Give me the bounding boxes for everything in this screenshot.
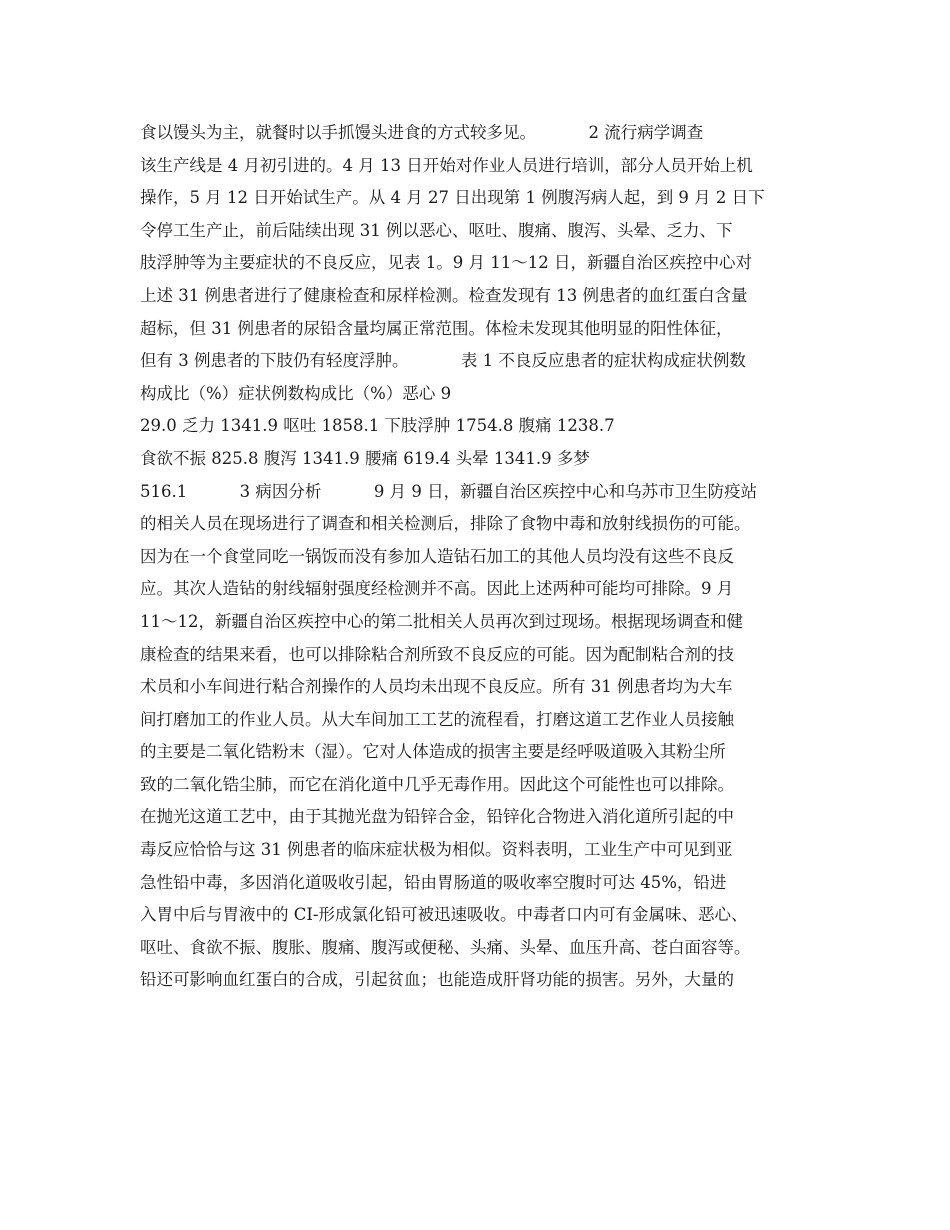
text-line: 应。其次人造钻的射线辐射强度经检测并不高。因此上述两种可能均可排除。9 月: [140, 579, 734, 599]
text-line: 毒反应恰恰与这 31 例患者的临床症状极为相似。资料表明，工业生产中可见到亚: [140, 840, 733, 860]
text-line: 在抛光这道工艺中，由于其抛光盘为铅锌合金，铅锌化合物进入消化道所引起的中: [140, 807, 734, 827]
text-line: 令停工生产止，前后陆续出现 31 例以恶心、呕吐、腹痛、腹泻、头晕、乏力、下: [140, 220, 733, 240]
text-line: 的相关人员在现场进行了调查和相关检测后，排除了食物中毒和放射线损伤的可能。: [140, 514, 751, 534]
text-line: 的主要是二氧化锆粉末（湿）。它对人体造成的损害主要是经呼吸道吸入其粉尘所: [140, 742, 726, 762]
text-line: 上述 31 例患者进行了健康检查和尿样检测。检查发现有 13 例患者的血红蛋白含量: [140, 285, 748, 305]
text-line: 急性铅中毒，多因消化道吸收引起，铅由胃肠道的吸收率空腹时可达 45%，铅进: [140, 872, 727, 892]
text-line: 超标，但 31 例患者的尿铅含量均属正常范围。体检未发现其他明显的阳性体征，: [140, 318, 733, 338]
body-text: [140, 117, 840, 997]
text-line: 术员和小车间进行粘合剂操作的人员均未出现不良反应。所有 31 例患者均为大车: [140, 677, 733, 697]
text-line: 516.1 3 病因分析 9 月 9 日，新疆自治区疾控中心和乌苏市卫生防疫站: [140, 481, 758, 501]
text-line: 康检查的结果来看，也可以排除粘合剂所致不良反应的可能。因为配制粘合剂的技: [140, 644, 734, 664]
text-line: 肢浮肿等为主要症状的不良反应，见表 1。9 月 11～12 日，新疆自治区疾控中心对: [140, 253, 752, 273]
text-line: 铅还可影响血红蛋白的合成，引起贫血；也能造成肝肾功能的损害。另外，大量的: [140, 970, 734, 990]
text-line: 食以馒头为主，就餐时以手抓馒头进食的方式较多见。 2 流行病学调查: [140, 123, 704, 142]
text-line: 但有 3 例患者的下肢仍有轻度浮肿。 表 1 不良反应患者的症状构成症状例数: [140, 351, 746, 371]
text-line: 食欲不振 825.8 腹泻 1341.9 腰痛 619.4 头晕 1341.9 多梦: [140, 448, 590, 468]
text-line: 该生产线是 4 月初引进的。4 月 13 日开始对作业人员进行培训，部分人员开始上机: [140, 155, 753, 175]
text-line: 操作，5 月 12 日开始试生产。从 4 月 27 日出现第 1 例腹泻病人起，到 9 月 2 日下: [140, 188, 765, 208]
text-line: 间打磨加工的作业人员。从大车间加工工艺的流程看，打磨这道工艺作业人员接触: [140, 709, 734, 729]
text-line: 29.0 乏力 1341.9 呕吐 1858.1 下肢浮肿 1754.8 腹痛 1238.7: [140, 416, 615, 436]
text-line: 呕吐、食欲不振、腹胀、腹痛、腹泻或便秘、头痛、头晕、血压升高、苍白面容等。: [140, 937, 751, 957]
text-line: 11～12，新疆自治区疾控中心的第二批相关人员再次到过现场。根据现场调查和健: [140, 611, 743, 631]
text-line: 因为在一个食堂同吃一锅饭而没有参加人造钻石加工的其他人员均没有这些不良反: [140, 546, 734, 566]
text-line: 构成比（%）症状例数构成比（%）恶心 9: [140, 383, 452, 403]
text-line: 入胃中后与胃液中的 CI-形成氯化铅可被迅速吸收。中毒者口内可有金属味、恶心、: [140, 905, 748, 925]
text-line: 致的二氧化锆尘肺，而它在消化道中几乎无毒作用。因此这个可能性也可以排除。: [140, 774, 734, 794]
